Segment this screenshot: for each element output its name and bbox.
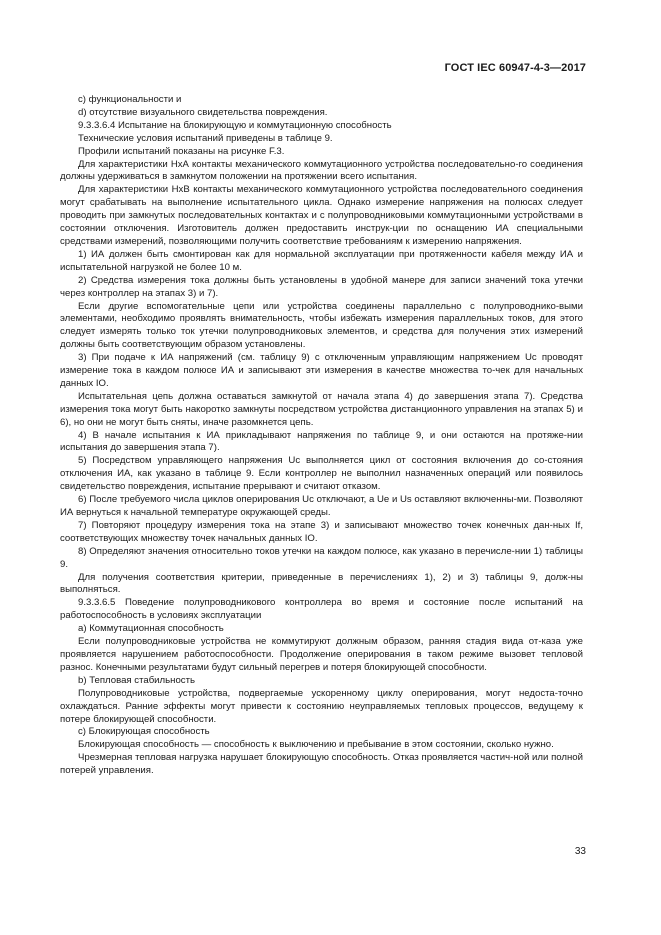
paragraph: Для характеристики НхА контакты механического коммутационного устройства последовательно-го соединения должны удерживаться в замкнутом положении на протяжении всего испытания.	[60, 158, 583, 183]
section-heading: 9.3.3.6.5 Поведение полупроводникового контроллера во время и состояние после испытаний на работоспособность в условиях эксплуатации	[60, 597, 583, 622]
paragraph: Полупроводниковые устройства, подвергаемые ускоренному циклу оперирования, могут недоста-точно охлаждаться. Ранние эффекты могут привести к состоянию неуправляемых тепловых процессов, ведущему к потере блокирующей способности.	[60, 687, 583, 725]
list-item: 3) При подаче к ИА напряжений (см. таблицу 9) с отключенным управляющим напряжением Uc проводят измерение тока в каждом полюсе ИА и записывают эти измерения в качестве множества то-чек для начальных данных IO.	[60, 352, 583, 389]
paragraph: Технические условия испытаний приведены в таблице 9.	[78, 132, 333, 144]
list-item: 1) ИА должен быть смонтирован как для нормальной эксплуатации при протяженности кабеля между ИА и испытательной нагрузкой не более 10 м.	[60, 248, 583, 273]
subheading: b) Тепловая стабильность	[78, 674, 195, 686]
document-body	[60, 94, 583, 778]
subheading: c) Блокирующая способность	[78, 726, 210, 738]
paragraph: Блокирующая способность — способность к выключению и пребывание в этом состоянии, сколько нужно.	[78, 739, 554, 751]
list-item: 8) Определяют значения относительно токов утечки на каждом полюсе, как указано в перечисле-нии 1) таблицы 9.	[60, 545, 583, 570]
paragraph: c) функциональности и	[78, 94, 182, 105]
list-item: 6) После требуемого числа циклов оперирования Uc отключают, а Ue и Us оставляют включенны-ми. Позволяют ИА вернуться к начальной температуре окружающей среды.	[60, 494, 583, 518]
section-heading: 9.3.3.6.4 Испытание на блокирующую и коммутационную способность	[78, 119, 392, 131]
standard-header: ГОСТ IEC 60947-4-3—2017	[444, 62, 586, 74]
subheading: a) Коммутационная способность	[78, 623, 224, 635]
paragraph: Для получения соответствия критерии, приведенные в перечислениях 1), 2) и 3) таблицы 9, долж-ны выполняться.	[60, 571, 583, 596]
paragraph: d) отсутствие визуального свидетельства повреждения.	[78, 106, 328, 118]
list-item: 4) В начале испытания к ИА прикладывают напряжения по таблице 9, и они остаются на протяже-нии испытания до завершения этапа 7).	[60, 429, 583, 454]
paragraph: Чрезмерная тепловая нагрузка нарушает блокирующую способность. Отказ проявляется частич-ной или полной потерей управления.	[60, 752, 583, 777]
page-number: 33	[574, 846, 586, 857]
list-item: 2) Средства измерения тока должны быть установлены в удобной манере для записи значений тока утечки через контроллер на этапах 3) и 7).	[60, 274, 583, 299]
paragraph: Испытательная цепь должна оставаться замкнутой от начала этапа 4) до завершения этапа 7). Средства измерения тока могут быть накоротко замкнуты посредством устройства дистанционного управления на этапах 5) и 6), но они не могут быть сняты, иначе разомкнется цепь.	[60, 390, 583, 428]
paragraph: Если другие вспомогательные цепи или устройства соединены параллельно с полупроводнико-выми элементами, необходимо проявлять внимательность, чтобы избежать измерения параллельных токов, для этого следует измерять только ток утечки полупроводниковых элементов, и средства для получения этих измерений должны быть соответствующим образом установлены.	[60, 300, 583, 351]
list-item: 7) Повторяют процедуру измерения тока на этапе 3) и записывают множество точек конечных дан-ных If, соответствующих множеству точек начальных данных IO.	[60, 519, 583, 544]
list-item: 5) Посредством управляющего напряжения Uc выполняется цикл от состояния включения до со-стояния отключения ИА, как указано в таблице 9. Если контроллер не выполнил назначенных операций или появилось свидетельство повреждения, испытание прерывают и считают отказом.	[60, 455, 583, 493]
paragraph: Для характеристики НхВ контакты механического коммутационного устройства последовательного соединения могут срабатывать на выполнение испытательного цикла. Однако измерение напряжения на полюсах следует проводить при замкнутых последовательных контактах и с полупроводниковыми коммутационными устройствами в состоянии отключения. Изготовитель должен предоставить инструк-ции по оснащению ИА специальными средствами измерений, позволяющими получить соответствие требованиям к измерению напряжения.	[60, 184, 583, 247]
paragraph: Профили испытаний показаны на рисунке F.3.	[78, 145, 285, 157]
paragraph: Если полупроводниковые устройства не коммутируют должным образом, ранняя стадия вида от-каза уже проявляется нарушением работоспособности. Продолжение оперирования в таком режиме вызовет тепловой разнос. Конечными результатами будут сильный перегрев и потеря блокирующей способности.	[60, 636, 583, 673]
